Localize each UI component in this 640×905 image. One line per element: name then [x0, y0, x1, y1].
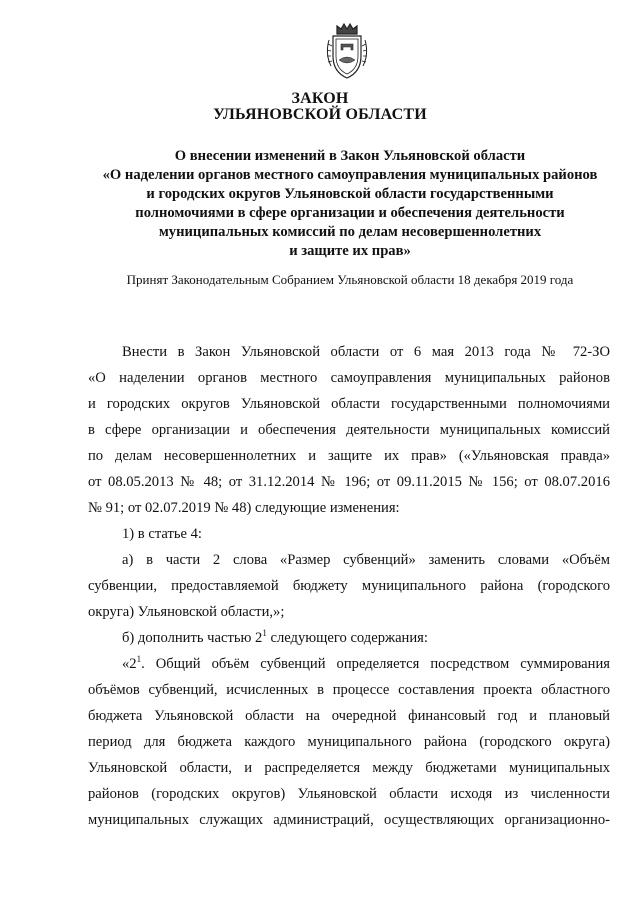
list-item-b-text: следующего содержания:: [266, 630, 428, 646]
document-body: [88, 339, 610, 833]
title-line: и защите их прав»: [289, 243, 411, 259]
quote-line: период для бюджета каждого муниципального района (городского округа): [88, 734, 610, 750]
title-line: муниципальных комиссий по делам несовершеннолетних: [158, 224, 542, 240]
list-item-a-line: округа) Ульяновской области,»;: [88, 604, 285, 620]
paragraph-line: и городских округов Ульяновской области государственными полномочиями: [88, 396, 610, 412]
document-type: ЗАКОН: [291, 90, 349, 107]
paragraph-line: по делам несовершеннолетних и защите их прав» («Ульяновская правда»: [88, 448, 610, 464]
paragraph-line: от 08.05.2013 № 48; от 31.12.2014 № 196; от 09.11.2015 № 156; от 08.07.2016: [88, 474, 610, 490]
title-line: «О наделении органов местного самоуправления муниципальных районов: [102, 167, 598, 183]
quote-text: «2: [122, 656, 137, 672]
title-line: полномочиями в сфере организации и обеспечения деятельности: [135, 205, 565, 221]
list-item-a-line: субвенции, предоставляемой бюджету муниципального района (городского: [88, 578, 610, 594]
document-title: [60, 147, 640, 261]
quote-text: . Общий объём субвенций определяется посредством суммирования: [141, 656, 610, 672]
quote-line: объёмов субвенций, исчисленных в процессе составления проекта областного: [88, 682, 610, 698]
coat-of-arms-emblem: [323, 20, 371, 82]
paragraph-line: «О наделении органов местного самоуправления муниципальных районов: [88, 370, 610, 386]
superscript: 1: [262, 628, 267, 638]
issuing-region: УЛЬЯНОВСКОЙ ОБЛАСТИ: [213, 106, 427, 123]
paragraph-line: Внести в Закон Ульяновской области от 6 мая 2013 года № 72-ЗО: [122, 344, 610, 360]
list-item-a-line: а) в части 2 слова «Размер субвенций» заменить словами «Объём: [122, 552, 610, 568]
paragraph-line: № 91; от 02.07.2019 № 48) следующие изменения:: [88, 500, 400, 516]
quote-line: районов (городских округов) Ульяновской области исходя из численности: [88, 786, 610, 802]
quote-line: [88, 651, 610, 677]
list-item-1: 1) в статье 4:: [122, 526, 202, 542]
quote-line: муниципальных служащих администраций, осуществляющих организационно-: [88, 812, 610, 828]
paragraph-line: в сфере организации и обеспечения деятельности муниципальных комиссий: [88, 422, 610, 438]
quote-line: Ульяновской области, и распределяется между бюджетами муниципальных: [88, 760, 610, 776]
list-item-b: [88, 625, 610, 651]
quote-line: бюджета Ульяновской области на очередной финансовый год и плановый: [88, 708, 610, 724]
superscript: 1: [136, 654, 142, 664]
title-line: и городских округов Ульяновской области государственными: [146, 186, 554, 202]
title-line: О внесении изменений в Закон Ульяновской области: [174, 148, 526, 164]
list-item-b-text: б) дополнить частью 2: [122, 630, 263, 646]
adoption-note: Принят Законодательным Собранием Ульяновской области 18 декабря 2019 года: [126, 272, 574, 287]
